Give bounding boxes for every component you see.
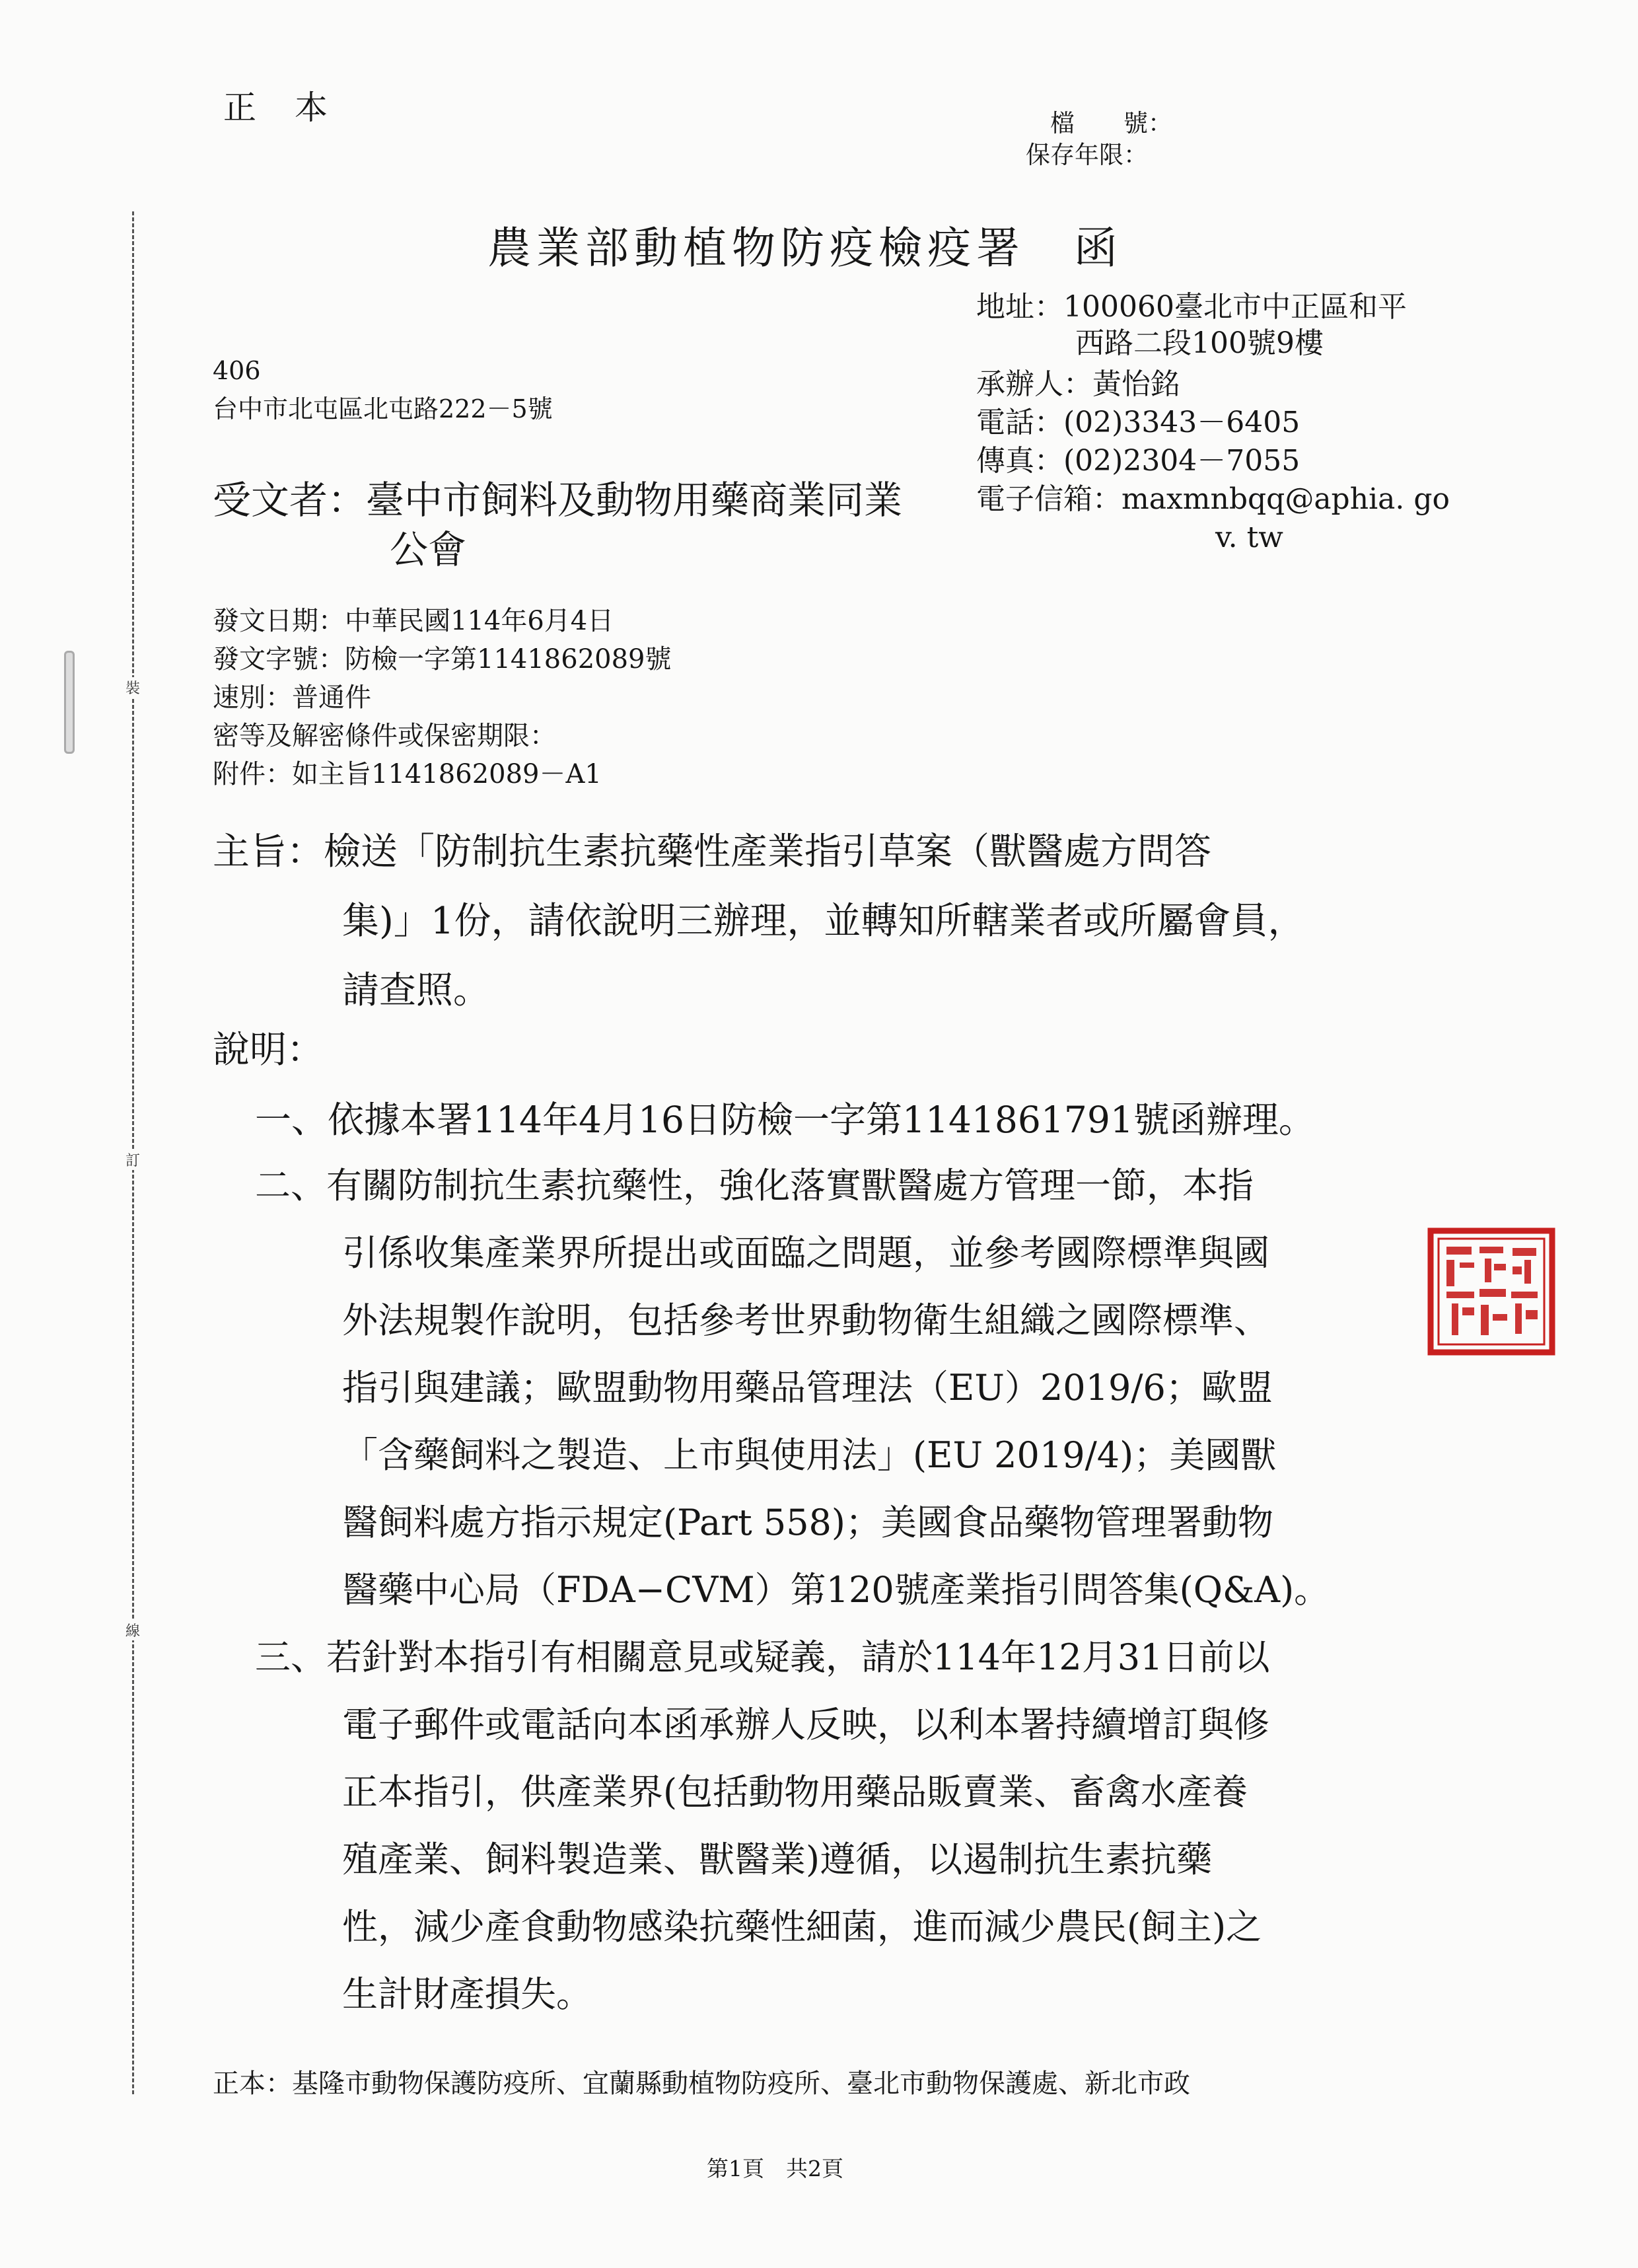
sender-address-line1: 地址：100060臺北市中正區和平 [976,290,1407,324]
explanation-item-3-line5: 性，減少產食動物感染抗藥性細菌，進而減少農民(飼主)之 [342,1906,1262,1948]
attachment-info: 附件：如主旨1141862089－A1 [213,759,602,789]
document-title: 農業部動植物防疫檢疫署 函 [487,223,1123,274]
staple [64,651,75,754]
explanation-item-2-line3: 外法規製作說明，包括參考世界動物衛生組織之國際標準、 [342,1299,1269,1341]
document-number: 發文字號：防檢一字第1141862089號 [213,644,672,675]
handler-phone: 電話：(02)3343－6405 [976,406,1300,439]
handler-name: 承辦人：黃怡銘 [976,367,1180,401]
subject-line1: 主旨：檢送「防制抗生素抗藥性產業指引草案（獸醫處方問答 [213,830,1211,873]
handler-fax: 傳真：(02)2304－7055 [976,444,1300,478]
file-no-label: 檔 號： [1050,109,1172,137]
recipient-line2: 公會 [390,527,467,572]
explanation-item-3-line4: 殖產業、飼料製造業、獸醫業)遵循，以遏制抗生素抗藥 [342,1839,1213,1880]
page-number: 第1頁 共2頁 [707,2156,843,2181]
explanation-item-3-line1: 三、若針對本指引有相關意見或疑義，請於114年12月31日前以 [255,1636,1270,1678]
subject-line3: 請查照。 [342,969,490,1012]
security-classification: 密等及解密條件或保密期限： [213,721,556,751]
explanation-item-2-line7: 醫藥中心局（FDA−CVM）第120號產業指引問答集(Q&A)。 [342,1569,1330,1611]
delivery-speed: 速別：普通件 [213,682,371,713]
handler-email-line1: 電子信箱：maxmnbqq@aphia. go [976,482,1450,516]
explanation-item-3-line6: 生計財產損失。 [342,1973,592,2015]
recipient-street-address: 台中市北屯區北屯路222－5號 [213,394,553,423]
official-seal-stamp [1425,1225,1557,1358]
explanation-item-2-line1: 二、有關防制抗生素抗藥性，強化落實獸醫處方管理一節，本指 [255,1165,1254,1206]
subject-line2: 集)」1份，請依說明三辦理，並轉知所轄業者或所屬會員， [342,900,1305,943]
margin-mark-ding: 訂 [123,1150,143,1170]
recipient-line1: 受文者：臺中市飼料及動物用藥商業同業 [213,478,903,523]
explanation-item-2-line4: 指引與建議；歐盟動物用藥品管理法（EU）2019/6；歐盟 [342,1367,1273,1408]
margin-mark-zhuang: 裝 [123,677,143,698]
issue-date: 發文日期：中華民國114年6月4日 [213,606,614,636]
explanation-item-3-line3: 正本指引，供產業界(包括動物用藥品販賣業、畜禽水產養 [342,1771,1248,1813]
explanation-label: 說明： [213,1029,324,1072]
handler-email-line2: v. tw [1215,521,1283,554]
explanation-item-2-line5: 「含藥飼料之製造、上市與使用法」(EU 2019/4)；美國獸 [342,1434,1277,1476]
sender-address-line2: 西路二段100號9樓 [1075,326,1324,360]
explanation-item-2-line6: 醫飼料處方指示規定(Part 558)；美國食品藥物管理署動物 [342,1502,1273,1543]
distribution-list: 正本：基隆市動物保護防疫所、宜蘭縣動植物防疫所、臺北市動物保護處、新北市政 [213,2068,1190,2099]
explanation-item-3-line2: 電子郵件或電話向本函承辦人反映，以利本署持續增訂與修 [342,1704,1269,1745]
copy-type-label: 正 本 [223,89,330,127]
margin-mark-xian: 線 [123,1620,143,1640]
explanation-item-1: 一、依據本署114年4月16日防檢一字第1141861791號函辦理。 [255,1099,1315,1141]
recipient-postal-code: 406 [213,356,261,385]
retention-label: 保存年限： [1026,141,1148,169]
explanation-item-2-line2: 引係收集產業界所提出或面臨之問題，並參考國際標準與國 [342,1232,1269,1274]
